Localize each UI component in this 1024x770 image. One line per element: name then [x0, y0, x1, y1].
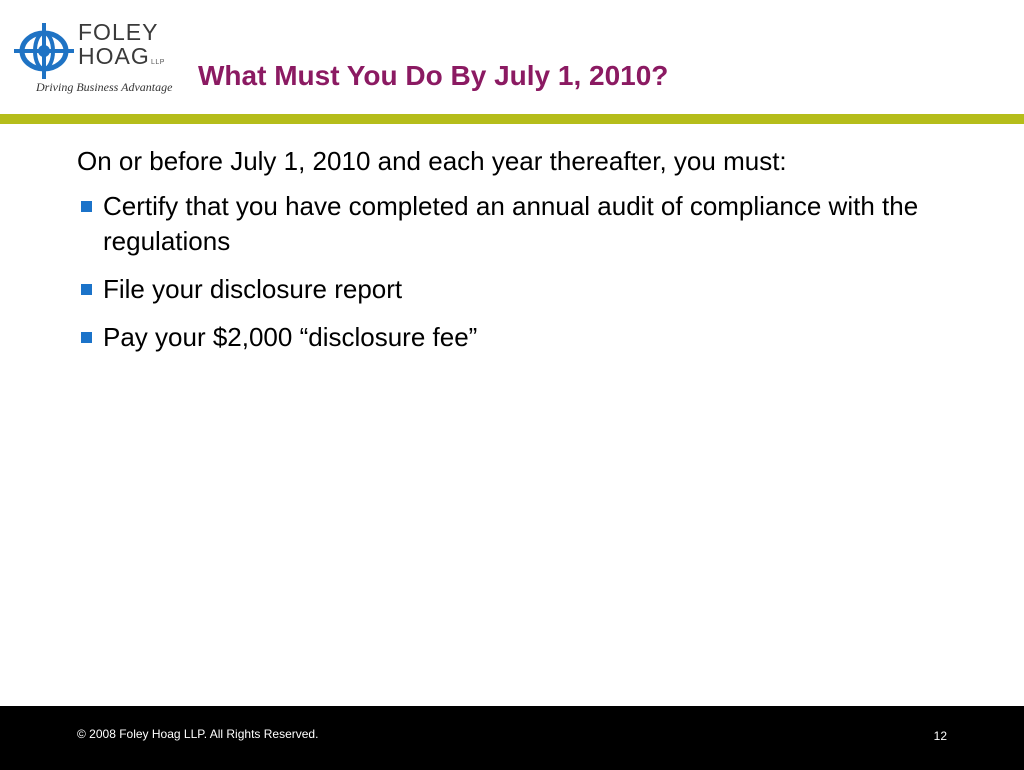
square-bullet-icon: [81, 284, 92, 295]
bullet-list: [77, 189, 957, 355]
globe-logo-icon: [14, 21, 74, 81]
title-rule: [0, 114, 1024, 124]
square-bullet-icon: [81, 332, 92, 343]
bullet-text: Certify that you have completed an annual audit of compliance with the regulations: [103, 191, 919, 256]
square-bullet-icon: [81, 201, 92, 212]
logo-word-foley: FOLEY: [78, 19, 159, 45]
logo-llp: LLP: [151, 59, 165, 66]
footer-bar: [0, 706, 1024, 770]
copyright-text: © 2008 Foley Hoag LLP. All Rights Reserved.: [77, 727, 319, 741]
foley-hoag-logo: [14, 17, 174, 97]
lead-text: On or before July 1, 2010 and each year thereafter, you must:: [77, 146, 787, 176]
slide-title: What Must You Do By July 1, 2010?: [198, 60, 669, 91]
bullet-item: [77, 320, 957, 355]
slide-body: [77, 144, 957, 368]
bullet-text: File your disclosure report: [103, 274, 403, 304]
logo-tagline: Driving Business Advantage: [36, 80, 173, 94]
bullet-item: [77, 272, 957, 307]
logo-word-hoag: HOAG: [78, 43, 150, 69]
page-number: 12: [933, 729, 947, 743]
bullet-text: Pay your $2,000 “disclosure fee”: [103, 322, 478, 352]
bullet-item: [77, 189, 957, 259]
